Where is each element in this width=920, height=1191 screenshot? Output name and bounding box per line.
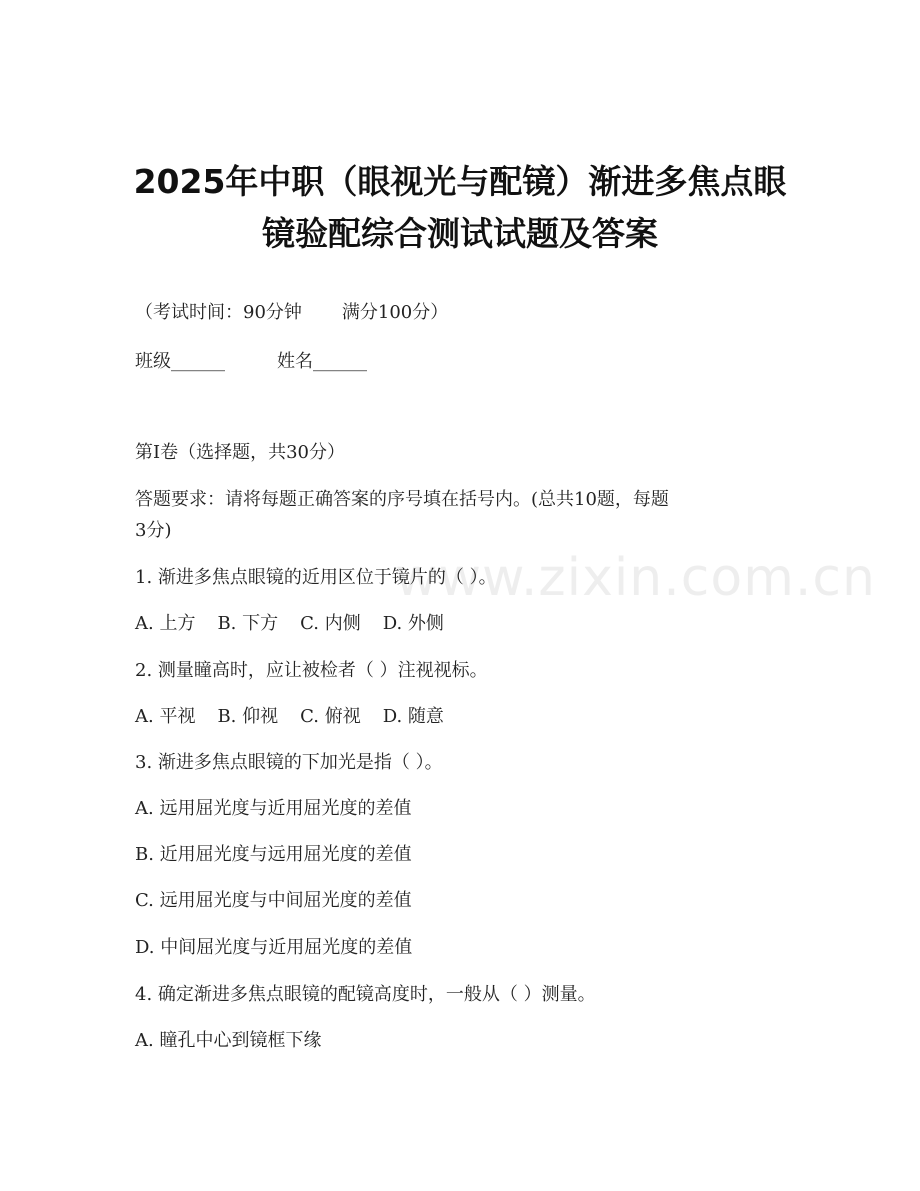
title-line-2: 镜验配综合测试试题及答案 — [262, 214, 658, 253]
option-b: B. 下方 — [217, 613, 279, 634]
student-info — [135, 349, 367, 375]
question-3-option-d: D. 中间屈光度与近用屈光度的差值 — [135, 937, 413, 958]
question-3-option-b: B. 近用屈光度与远用屈光度的差值 — [135, 844, 412, 865]
class-field: 班级______ — [135, 351, 225, 372]
question-4-option-a: A. 瞳孔中心到镜框下缘 — [135, 1030, 322, 1051]
question-1-options — [135, 611, 444, 637]
question-3-option-a: A. 远用屈光度与近用屈光度的差值 — [135, 798, 412, 819]
question-2-options — [135, 704, 444, 730]
question-4-stem: 4. 确定渐进多焦点眼镜的配镜高度时，一般从（ ）测量。 — [135, 984, 596, 1005]
option-b: B. 仰视 — [217, 706, 279, 727]
title-line-1: 2025年中职（眼视光与配镜）渐进多焦点眼 — [133, 162, 787, 201]
option-c: C. 内侧 — [300, 613, 361, 634]
option-d: D. 随意 — [382, 706, 444, 727]
option-c: C. 俯视 — [300, 706, 361, 727]
question-1-stem: 1. 渐进多焦点眼镜的近用区位于镜片的（ ）。 — [135, 567, 497, 588]
instructions-line-1: 答题要求：请将每题正确答案的序号填在括号内。(总共10题，每题 — [135, 489, 669, 510]
option-a: A. 平视 — [135, 706, 196, 727]
watermark: www.zixin.com.cn — [395, 548, 876, 608]
exam-full-score: 满分100分） — [341, 302, 449, 323]
exam-info — [135, 300, 448, 326]
name-field: 姓名______ — [277, 351, 367, 372]
question-2-stem: 2. 测量瞳高时，应让被检者（ ）注视视标。 — [135, 660, 488, 681]
section-heading: 第I卷（选择题，共30分） — [135, 442, 346, 463]
question-3-stem: 3. 渐进多焦点眼镜的下加光是指（ ）。 — [135, 752, 443, 773]
question-3-option-c: C. 远用屈光度与中间屈光度的差值 — [135, 890, 412, 911]
option-d: D. 外侧 — [382, 613, 444, 634]
instructions-line-2: 3分) — [135, 520, 172, 541]
option-a: A. 上方 — [135, 613, 196, 634]
exam-time: （考试时间：90分钟 — [135, 302, 302, 323]
